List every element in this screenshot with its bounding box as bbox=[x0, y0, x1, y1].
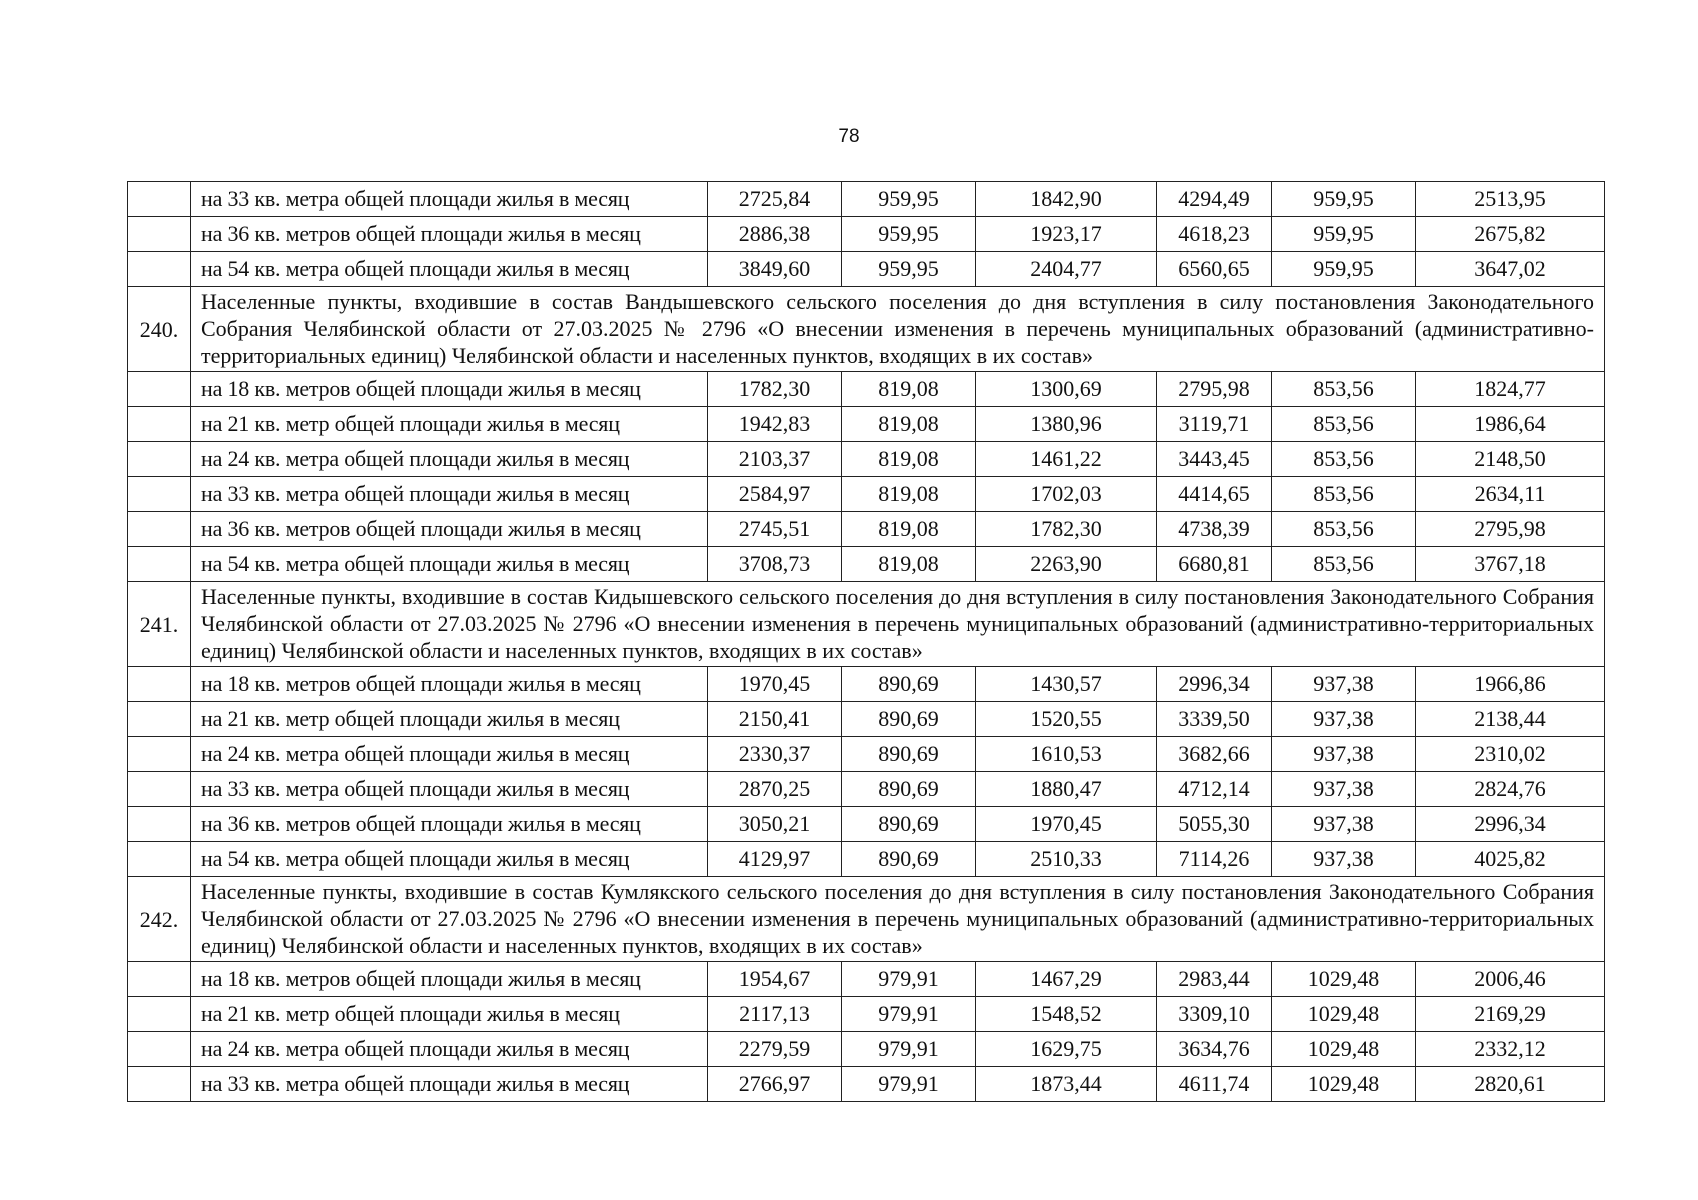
value-cell: 2886,38 bbox=[708, 217, 842, 252]
table-row bbox=[128, 217, 1605, 252]
value-cell: 3849,60 bbox=[708, 252, 842, 287]
value-cell: 1461,22 bbox=[976, 442, 1157, 477]
value-cell: 819,08 bbox=[842, 477, 976, 512]
value-cell: 853,56 bbox=[1272, 477, 1416, 512]
value-cell: 2510,33 bbox=[976, 842, 1157, 877]
value-cell: 2675,82 bbox=[1416, 217, 1605, 252]
value-cell: 937,38 bbox=[1272, 772, 1416, 807]
value-cell: 979,91 bbox=[842, 1067, 976, 1102]
table-row bbox=[128, 842, 1605, 877]
row-index-cell bbox=[128, 372, 191, 407]
value-cell: 1954,67 bbox=[708, 962, 842, 997]
value-cell: 3708,73 bbox=[708, 547, 842, 582]
row-label: на 36 кв. метров общей площади жилья в месяц bbox=[191, 217, 708, 252]
value-cell: 2279,59 bbox=[708, 1032, 842, 1067]
value-cell: 2983,44 bbox=[1157, 962, 1272, 997]
table-row bbox=[128, 442, 1605, 477]
row-index-cell bbox=[128, 477, 191, 512]
value-cell: 1610,53 bbox=[976, 737, 1157, 772]
value-cell: 890,69 bbox=[842, 772, 976, 807]
value-cell: 1029,48 bbox=[1272, 962, 1416, 997]
table-row bbox=[128, 547, 1605, 582]
value-cell: 1430,57 bbox=[976, 667, 1157, 702]
value-cell: 6680,81 bbox=[1157, 547, 1272, 582]
table-row bbox=[128, 997, 1605, 1032]
row-label: на 21 кв. метр общей площади жилья в месяц bbox=[191, 702, 708, 737]
value-cell: 7114,26 bbox=[1157, 842, 1272, 877]
table-row bbox=[128, 1067, 1605, 1102]
row-index-cell bbox=[128, 1067, 191, 1102]
group-description: Населенные пункты, входившие в состав Вандышевского сельского поселения до дня вступления в силу постановления Законодательного Собрания Челябинской области от 27.03.2025 № 2796 «О внесении изменения в перечень муниципальных образований (административно-территориальных единиц) Челябинской области и населенных пунктов, входящих в их состав» bbox=[191, 287, 1605, 372]
row-index-cell bbox=[128, 407, 191, 442]
value-cell: 1029,48 bbox=[1272, 1067, 1416, 1102]
row-label: на 18 кв. метров общей площади жилья в месяц bbox=[191, 372, 708, 407]
value-cell: 2824,76 bbox=[1416, 772, 1605, 807]
value-cell: 3339,50 bbox=[1157, 702, 1272, 737]
value-cell: 890,69 bbox=[842, 702, 976, 737]
value-cell: 1300,69 bbox=[976, 372, 1157, 407]
value-cell: 819,08 bbox=[842, 407, 976, 442]
row-label: на 18 кв. метров общей площади жилья в месяц bbox=[191, 667, 708, 702]
row-label: на 21 кв. метр общей площади жилья в месяц bbox=[191, 997, 708, 1032]
row-index-cell bbox=[128, 772, 191, 807]
table-row bbox=[128, 252, 1605, 287]
value-cell: 1702,03 bbox=[976, 477, 1157, 512]
settlement-group-row bbox=[128, 877, 1605, 962]
table-row bbox=[128, 807, 1605, 842]
value-cell: 4025,82 bbox=[1416, 842, 1605, 877]
value-cell: 2795,98 bbox=[1157, 372, 1272, 407]
table-row bbox=[128, 962, 1605, 997]
row-index-cell bbox=[128, 737, 191, 772]
table-row bbox=[128, 477, 1605, 512]
row-index-cell bbox=[128, 182, 191, 217]
value-cell: 1782,30 bbox=[976, 512, 1157, 547]
value-cell: 2820,61 bbox=[1416, 1067, 1605, 1102]
page-number: 78 bbox=[838, 126, 860, 147]
value-cell: 2148,50 bbox=[1416, 442, 1605, 477]
value-cell: 2404,77 bbox=[976, 252, 1157, 287]
value-cell: 853,56 bbox=[1272, 407, 1416, 442]
value-cell: 819,08 bbox=[842, 512, 976, 547]
value-cell: 937,38 bbox=[1272, 667, 1416, 702]
value-cell: 979,91 bbox=[842, 997, 976, 1032]
value-cell: 3443,45 bbox=[1157, 442, 1272, 477]
value-cell: 1880,47 bbox=[976, 772, 1157, 807]
value-cell: 890,69 bbox=[842, 667, 976, 702]
value-cell: 1942,83 bbox=[708, 407, 842, 442]
settlement-group-row bbox=[128, 287, 1605, 372]
value-cell: 2150,41 bbox=[708, 702, 842, 737]
value-cell: 3682,66 bbox=[1157, 737, 1272, 772]
row-label: на 24 кв. метра общей площади жилья в месяц bbox=[191, 737, 708, 772]
table-row bbox=[128, 407, 1605, 442]
value-cell: 819,08 bbox=[842, 547, 976, 582]
value-cell: 4294,49 bbox=[1157, 182, 1272, 217]
value-cell: 853,56 bbox=[1272, 512, 1416, 547]
value-cell: 3647,02 bbox=[1416, 252, 1605, 287]
value-cell: 6560,65 bbox=[1157, 252, 1272, 287]
table-row bbox=[128, 1032, 1605, 1067]
value-cell: 890,69 bbox=[842, 842, 976, 877]
value-cell: 853,56 bbox=[1272, 547, 1416, 582]
value-cell: 979,91 bbox=[842, 1032, 976, 1067]
row-label: на 24 кв. метра общей площади жилья в месяц bbox=[191, 442, 708, 477]
row-label: на 54 кв. метра общей площади жилья в месяц bbox=[191, 252, 708, 287]
value-cell: 2006,46 bbox=[1416, 962, 1605, 997]
table-row bbox=[128, 667, 1605, 702]
value-cell: 1467,29 bbox=[976, 962, 1157, 997]
value-cell: 890,69 bbox=[842, 737, 976, 772]
value-cell: 3634,76 bbox=[1157, 1032, 1272, 1067]
value-cell: 1986,64 bbox=[1416, 407, 1605, 442]
row-label: на 33 кв. метра общей площади жилья в месяц bbox=[191, 1067, 708, 1102]
value-cell: 1842,90 bbox=[976, 182, 1157, 217]
group-description: Населенные пункты, входившие в состав Кумлякского сельского поселения до дня вступления в силу постановления Законодательного Собрания Челябинской области от 27.03.2025 № 2796 «О внесении изменения в перечень муниципальных образований (административно-территориальных единиц) Челябинской области и населенных пунктов, входящих в их состав» bbox=[191, 877, 1605, 962]
value-cell: 1923,17 bbox=[976, 217, 1157, 252]
group-index: 241. bbox=[128, 582, 191, 667]
value-cell: 4129,97 bbox=[708, 842, 842, 877]
settlement-group-row bbox=[128, 582, 1605, 667]
value-cell: 2117,13 bbox=[708, 997, 842, 1032]
value-cell: 1824,77 bbox=[1416, 372, 1605, 407]
row-label: на 18 кв. метров общей площади жилья в месяц bbox=[191, 962, 708, 997]
value-cell: 1548,52 bbox=[976, 997, 1157, 1032]
value-cell: 4712,14 bbox=[1157, 772, 1272, 807]
value-cell: 1966,86 bbox=[1416, 667, 1605, 702]
value-cell: 2745,51 bbox=[708, 512, 842, 547]
value-cell: 937,38 bbox=[1272, 807, 1416, 842]
row-label: на 36 кв. метров общей площади жилья в месяц bbox=[191, 512, 708, 547]
value-cell: 1970,45 bbox=[976, 807, 1157, 842]
row-index-cell bbox=[128, 512, 191, 547]
value-cell: 2996,34 bbox=[1157, 667, 1272, 702]
value-cell: 853,56 bbox=[1272, 372, 1416, 407]
value-cell: 2584,97 bbox=[708, 477, 842, 512]
row-index-cell bbox=[128, 702, 191, 737]
row-label: на 54 кв. метра общей площади жилья в месяц bbox=[191, 842, 708, 877]
row-label: на 33 кв. метра общей площади жилья в месяц bbox=[191, 477, 708, 512]
value-cell: 959,95 bbox=[1272, 182, 1416, 217]
value-cell: 937,38 bbox=[1272, 842, 1416, 877]
value-cell: 890,69 bbox=[842, 807, 976, 842]
value-cell: 1029,48 bbox=[1272, 997, 1416, 1032]
value-cell: 819,08 bbox=[842, 372, 976, 407]
value-cell: 1782,30 bbox=[708, 372, 842, 407]
value-cell: 819,08 bbox=[842, 442, 976, 477]
value-cell: 2169,29 bbox=[1416, 997, 1605, 1032]
row-label: на 33 кв. метра общей площади жилья в месяц bbox=[191, 772, 708, 807]
value-cell: 937,38 bbox=[1272, 702, 1416, 737]
value-cell: 4738,39 bbox=[1157, 512, 1272, 547]
value-cell: 4414,65 bbox=[1157, 477, 1272, 512]
row-index-cell bbox=[128, 442, 191, 477]
value-cell: 2996,34 bbox=[1416, 807, 1605, 842]
row-index-cell bbox=[128, 547, 191, 582]
row-index-cell bbox=[128, 667, 191, 702]
table-row bbox=[128, 372, 1605, 407]
group-description: Населенные пункты, входившие в состав Кидышевского сельского поселения до дня вступления в силу постановления Законодательного Собрания Челябинской области от 27.03.2025 № 2796 «О внесении изменения в перечень муниципальных образований (административно-территориальных единиц) Челябинской области и населенных пунктов, входящих в их состав» bbox=[191, 582, 1605, 667]
value-cell: 2332,12 bbox=[1416, 1032, 1605, 1067]
value-cell: 959,95 bbox=[1272, 217, 1416, 252]
value-cell: 3050,21 bbox=[708, 807, 842, 842]
row-label: на 21 кв. метр общей площади жилья в месяц bbox=[191, 407, 708, 442]
value-cell: 3119,71 bbox=[1157, 407, 1272, 442]
group-index: 240. bbox=[128, 287, 191, 372]
value-cell: 1970,45 bbox=[708, 667, 842, 702]
row-index-cell bbox=[128, 842, 191, 877]
value-cell: 2330,37 bbox=[708, 737, 842, 772]
row-label: на 54 кв. метра общей площади жилья в месяц bbox=[191, 547, 708, 582]
value-cell: 959,95 bbox=[1272, 252, 1416, 287]
value-cell: 3767,18 bbox=[1416, 547, 1605, 582]
value-cell: 959,95 bbox=[842, 217, 976, 252]
value-cell: 2310,02 bbox=[1416, 737, 1605, 772]
table-body bbox=[128, 182, 1605, 1102]
value-cell: 2103,37 bbox=[708, 442, 842, 477]
table-row bbox=[128, 772, 1605, 807]
value-cell: 2795,98 bbox=[1416, 512, 1605, 547]
value-cell: 1029,48 bbox=[1272, 1032, 1416, 1067]
value-cell: 2766,97 bbox=[708, 1067, 842, 1102]
row-index-cell bbox=[128, 962, 191, 997]
value-cell: 4618,23 bbox=[1157, 217, 1272, 252]
value-cell: 959,95 bbox=[842, 252, 976, 287]
value-cell: 1629,75 bbox=[976, 1032, 1157, 1067]
value-cell: 5055,30 bbox=[1157, 807, 1272, 842]
row-index-cell bbox=[128, 252, 191, 287]
value-cell: 2634,11 bbox=[1416, 477, 1605, 512]
row-label: на 36 кв. метров общей площади жилья в месяц bbox=[191, 807, 708, 842]
tariff-table bbox=[127, 181, 1605, 1102]
value-cell: 2513,95 bbox=[1416, 182, 1605, 217]
row-index-cell bbox=[128, 1032, 191, 1067]
value-cell: 959,95 bbox=[842, 182, 976, 217]
value-cell: 979,91 bbox=[842, 962, 976, 997]
value-cell: 3309,10 bbox=[1157, 997, 1272, 1032]
value-cell: 1873,44 bbox=[976, 1067, 1157, 1102]
value-cell: 1520,55 bbox=[976, 702, 1157, 737]
row-index-cell bbox=[128, 997, 191, 1032]
row-index-cell bbox=[128, 217, 191, 252]
value-cell: 937,38 bbox=[1272, 737, 1416, 772]
row-label: на 24 кв. метра общей площади жилья в месяц bbox=[191, 1032, 708, 1067]
value-cell: 2870,25 bbox=[708, 772, 842, 807]
table-row bbox=[128, 182, 1605, 217]
group-index: 242. bbox=[128, 877, 191, 962]
value-cell: 1380,96 bbox=[976, 407, 1157, 442]
table-row bbox=[128, 512, 1605, 547]
row-label: на 33 кв. метра общей площади жилья в месяц bbox=[191, 182, 708, 217]
row-index-cell bbox=[128, 807, 191, 842]
value-cell: 4611,74 bbox=[1157, 1067, 1272, 1102]
value-cell: 853,56 bbox=[1272, 442, 1416, 477]
value-cell: 2138,44 bbox=[1416, 702, 1605, 737]
table-row bbox=[128, 702, 1605, 737]
value-cell: 2263,90 bbox=[976, 547, 1157, 582]
table-row bbox=[128, 737, 1605, 772]
value-cell: 2725,84 bbox=[708, 182, 842, 217]
